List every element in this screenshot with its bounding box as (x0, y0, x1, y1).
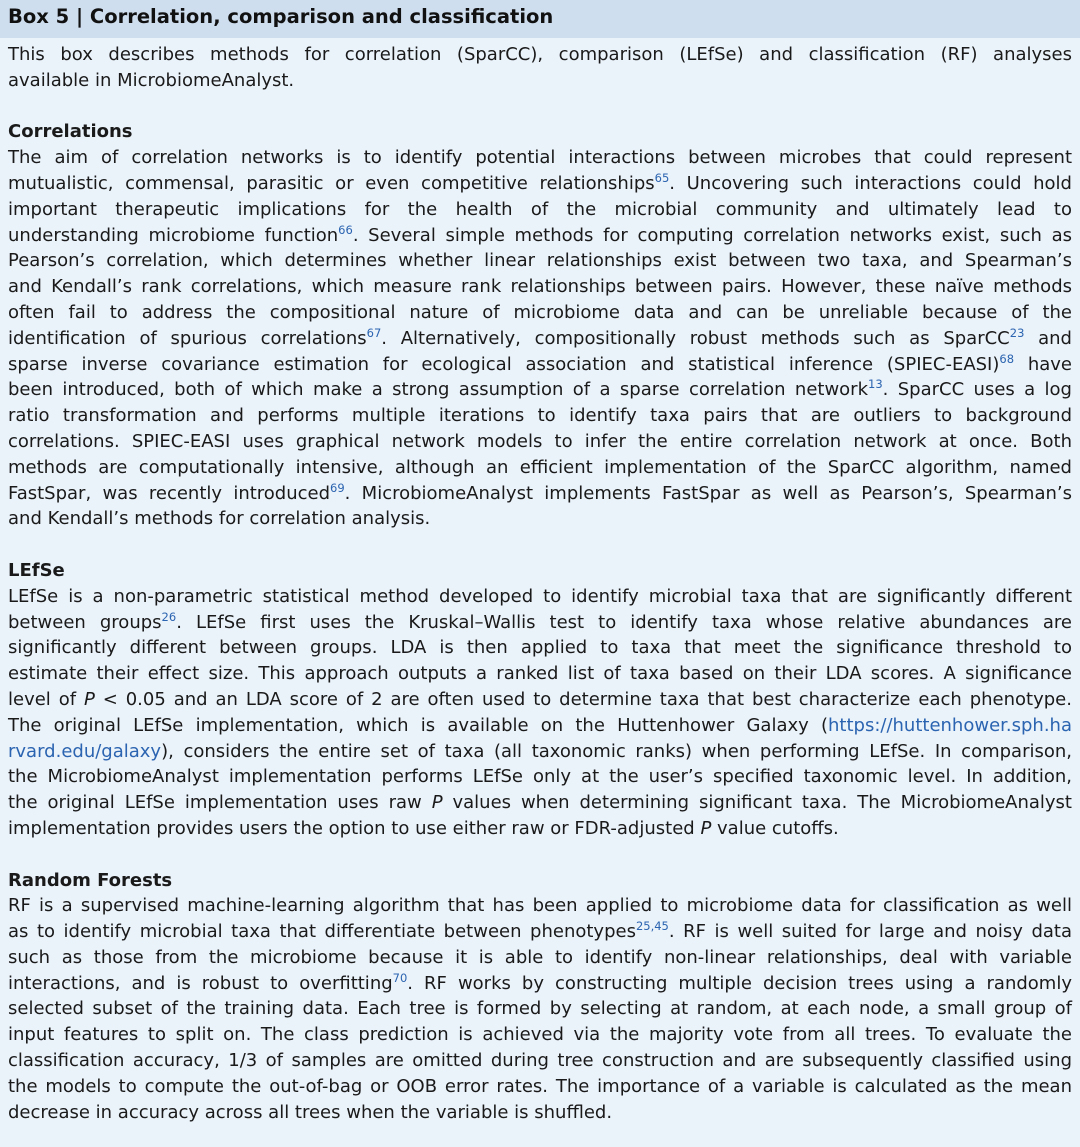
box-title: Box 5 | Correlation, comparison and classification (0, 0, 1080, 38)
lefse-paragraph (8, 584, 1072, 842)
text-line: decrease in accuracy across all trees when the variable is shuffled. (8, 1101, 613, 1123)
text-line: and Kendall’s rank correlations, which measure rank relationships between pairs. However, these naïve methods (8, 276, 1072, 298)
citation-link[interactable]: 26 (161, 609, 177, 624)
section-heading-correlations: Correlations (8, 121, 133, 143)
citation-link[interactable]: 67 (366, 325, 382, 340)
text-line: implementation provides users the option to use either raw or FDR-adjusted P value cutoffs. (8, 817, 839, 839)
citation-link[interactable]: 13 (868, 377, 883, 392)
text-line: LEfSe is a non-parametric statistical method developed to identify microbial taxa that are significantly different (8, 585, 1072, 607)
text-line: the models to compute the out-of-bag or OOB error rates. The importance of a variable is calculated as the mean (8, 1075, 1072, 1097)
text-line: RF is a supervised machine-learning algorithm that has been applied to microbiome data for classification as well (8, 895, 1072, 917)
text-line: understanding microbiome function$^{66}$. Several simple methods for computing correlation networks exist, such as (8, 222, 1072, 246)
citation-link[interactable]: 66 (338, 222, 353, 237)
correlations-paragraph (8, 145, 1072, 532)
text-line: often fail to address the compositional nature of microbiome data and can be unreliable because of the (8, 301, 1072, 323)
text-line: as to identify microbial taxa that differentiate between phenotypes$^{25,45}$. RF is well suited for large and noisy data (8, 919, 1072, 943)
box-content (0, 38, 1080, 1125)
text-line: FastSpar, was recently introduced$^{69}$. MicrobiomeAnalyst implements FastSpar as well as Pearson’s, Spearman’s (8, 480, 1072, 504)
text-line: and Kendall’s methods for correlation analysis. (8, 508, 431, 530)
text-line: the original LEfSe implementation uses raw P values when determining significant taxa. The MicrobiomeAnalyst (8, 792, 1072, 814)
citation-link[interactable]: 69 (330, 480, 345, 495)
text-line: the MicrobiomeAnalyst implementation performs LEfSe only at the user’s specified taxonomic level. In addition, (8, 766, 1072, 788)
text-line: ratio transformation and performs multiple iterations to identify taxa pairs that are outliers to background (8, 405, 1072, 427)
text-line: The aim of correlation networks is to identify potential interactions between microbes that could represent (8, 147, 1072, 169)
intro-line: available in MicrobiomeAnalyst. (8, 69, 295, 91)
text-line: level of P < 0.05 and an LDA score of 2 are often used to determine taxa that best characterize each phenotype. (8, 688, 1072, 710)
text-line: estimate their effect size. This approach outputs a ranked list of taxa based on their LDA scores. A significance (8, 663, 1072, 685)
text-line: important therapeutic implications for the health of the microbial community and ultimately lead to (8, 198, 1072, 220)
galaxy-url-link[interactable]: https://huttenhower.sph.ha (828, 714, 1072, 736)
citation-link[interactable]: 65 (654, 170, 670, 185)
text-line: Pearson’s correlation, which determines whether linear relationships exist between two taxa, and Spearman’s (8, 250, 1072, 272)
citation-link[interactable]: 70 (392, 970, 408, 985)
citation-link[interactable]: 23 (1009, 325, 1025, 340)
citation-link[interactable]: 68 (999, 351, 1015, 366)
section-heading-lefse: LEfSe (8, 559, 65, 581)
text-line: been introduced, both of which make a strong assumption of a sparse correlation network$^{13}$. SparCC uses a log (8, 377, 1072, 401)
rf-paragraph (8, 893, 1072, 1125)
galaxy-url-link[interactable]: rvard.edu/galaxy (8, 740, 162, 762)
citation-link[interactable]: 25,45 (635, 919, 669, 934)
text-line: sparse inverse covariance estimation for ecological association and statistical inference (SPIEC-EASI)$^{68}$ have (8, 351, 1072, 375)
text-line: mutualistic, commensal, parasitic or even competitive relationships$^{65}$. Uncovering such interactions could hold (8, 170, 1072, 194)
text-line: between groups$^{26}$. LEfSe first uses the Kruskal–Wallis test to identify taxa whose relative abundances are (8, 609, 1072, 633)
text-line: such as those from the microbiome because it is able to identify non-linear relationships, deal with variable (8, 946, 1072, 968)
text-line: classification accuracy, 1/3 of samples are omitted during tree construction and are subsequently classified using (8, 1050, 1072, 1072)
text-line: correlations. SPIEC-EASI uses graphical network models to infer the entire correlation network at once. Both (8, 430, 1072, 452)
intro-line: This box describes methods for correlation (SparCC), comparison (LEfSe) and classification (RF) analyses (8, 44, 1072, 65)
text-line: significantly different between groups. LDA is then applied to taxa that meet the significance threshold to (8, 637, 1072, 659)
text-line: identification of spurious correlations$^{67}$. Alternatively, compositionally robust methods such as SparCC$^{23}$ and (8, 325, 1072, 349)
section-heading-random-forests: Random Forests (8, 869, 173, 891)
text-line: methods are computationally intensive, although an efficient implementation of the SparCC algorithm, named (8, 456, 1072, 478)
text-line: The original LEfSe implementation, which is available on the Huttenhower Galaxy (https://huttenhower.sph.ha (8, 714, 1072, 736)
text-line: rvard.edu/galaxy), considers the entire set of taxa (all taxonomic ranks) when performing LEfSe. In comparison, (8, 740, 1072, 762)
text-line: interactions, and is robust to overfitting$^{70}$. RF works by constructing multiple decision trees using a randomly (8, 970, 1072, 994)
text-line: input features to split on. The class prediction is achieved via the majority vote from all trees. To evaluate the (8, 1024, 1072, 1046)
text-line: selected subset of the training data. Each tree is formed by selecting at random, at each node, a small group of (8, 998, 1072, 1020)
